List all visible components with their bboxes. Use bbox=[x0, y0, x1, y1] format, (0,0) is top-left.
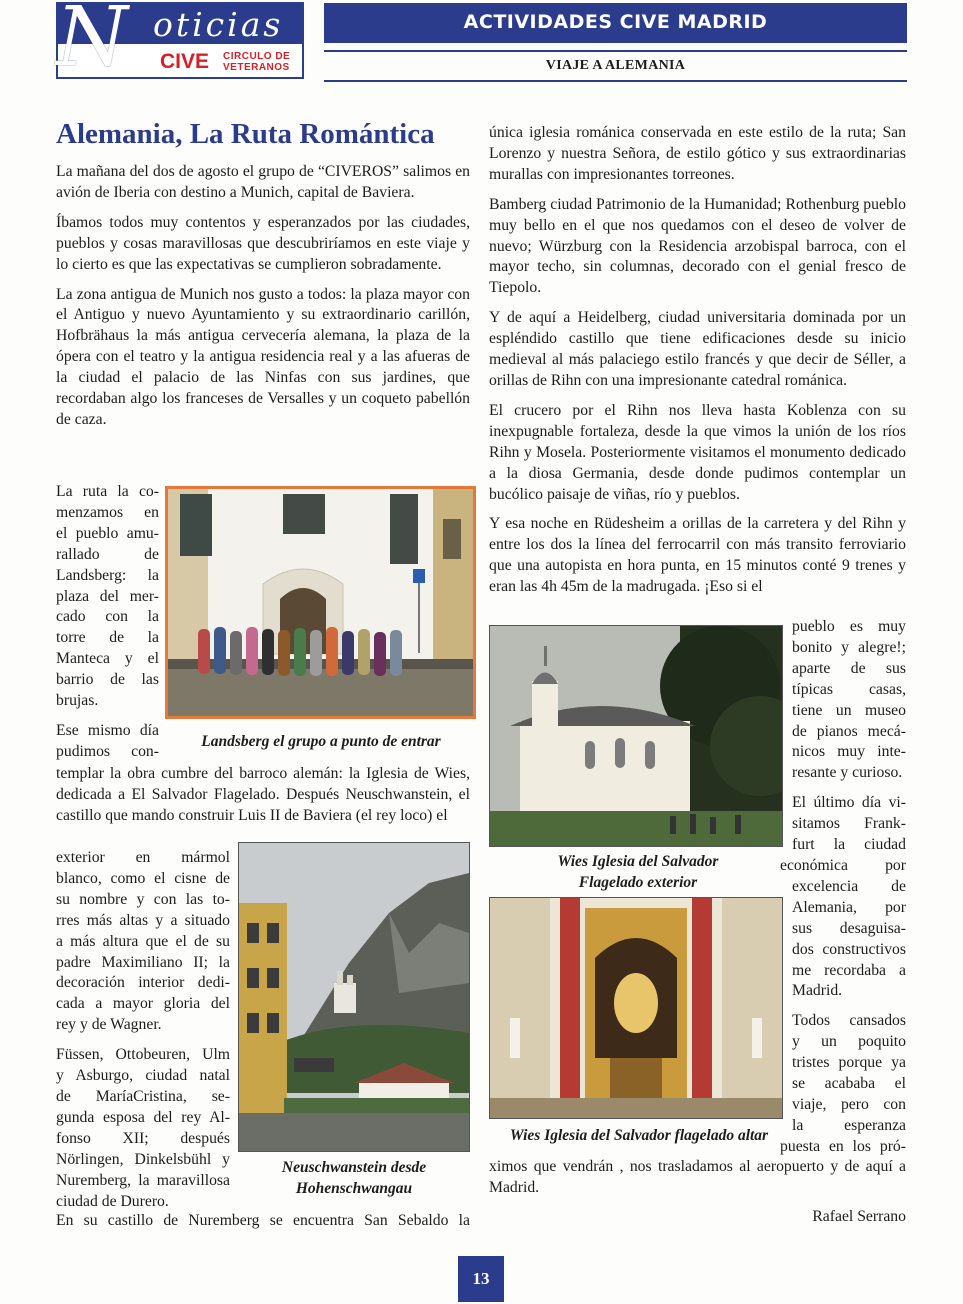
line: de MaríaCristina, se- bbox=[56, 1087, 230, 1105]
line: tiene un museo bbox=[792, 701, 906, 719]
photo-caption: Wies Iglesia del Salvador flagelado altar bbox=[509, 1127, 769, 1144]
photo-caption bbox=[262, 1157, 446, 1199]
wies-exterior-photo bbox=[489, 625, 783, 847]
line: Landsberg: la bbox=[56, 566, 159, 584]
paragraph: Íbamos todos muy contentos y esperanzados por las ciudades, pueblos y cosas maravillosas que descubriríamos en este viaje y lo cierto es que las expectativas se cumplieron sobradamente. bbox=[56, 213, 470, 273]
line: Nuremberg, la maravillosa bbox=[56, 1171, 230, 1189]
paragraph: Bamberg ciudad Patrimonio de la Humanidad; Rothenburg pueblo muy bello en el que nos quedamos con el deseo de volver de nuevo; Würzburg con la Residencia arzobispal barroca, con el mayor techo, sin columnas, decorado con el genial fresco de Tiepolo. bbox=[489, 195, 906, 297]
line: me recordaba a bbox=[792, 961, 906, 979]
line: su nombre y con las to- bbox=[56, 890, 230, 908]
line: aparte de sus bbox=[792, 659, 906, 677]
paragraph: La mañana del dos de agosto el grupo de “CIVEROS” salimos en avión de Iberia con destino a Munich, capital de Baviera. bbox=[56, 163, 470, 201]
logo-initial: N bbox=[56, 0, 128, 85]
divider bbox=[324, 80, 907, 82]
divider bbox=[324, 50, 907, 52]
line: cado con la bbox=[56, 608, 159, 626]
neuschwanstein-side-text bbox=[56, 848, 230, 1212]
page-number: 13 bbox=[458, 1256, 504, 1302]
line: padre Maximiliano II; la bbox=[56, 953, 230, 971]
left-column-continued bbox=[56, 764, 470, 827]
line: exterior en mármol bbox=[56, 849, 230, 866]
left-column bbox=[56, 162, 470, 431]
line: rallado de bbox=[56, 545, 159, 563]
line: menzamos en bbox=[56, 503, 159, 521]
line: barrio de las bbox=[56, 671, 159, 689]
line: tristes porque ya bbox=[792, 1054, 906, 1072]
logo-word: oticias bbox=[153, 5, 284, 44]
right-column-end bbox=[489, 1157, 906, 1199]
line: Manteca y el bbox=[56, 650, 159, 668]
line: sitamos Frank- bbox=[792, 815, 906, 833]
paragraph: templar la obra cumbre del barroco alemán: la Iglesia de Wies, dedicada a El Salvador Flagelado. Después Neuschwanstein, el castillo que mando construir Luis II de Baviera (el rey loco) el bbox=[56, 765, 470, 824]
neuschwanstein-castle-image bbox=[239, 843, 469, 1151]
line: excelencia de bbox=[792, 877, 906, 895]
line: pueblo es muy bbox=[792, 618, 906, 635]
section-subtitle: VIAJE A ALEMANIA bbox=[545, 58, 686, 73]
line: blanco, como el cisne de bbox=[56, 869, 230, 887]
line: brujas. bbox=[56, 692, 99, 710]
line: de pianos mecá- bbox=[792, 722, 906, 740]
wies-altar-photo bbox=[489, 897, 783, 1119]
paragraph: Y de aquí a Heidelberg, ciudad universitaria dominada por un espléndido castillo que tiene edificaciones desde su inicio medieval al más palaciego estilo francés y que decir de Séller, a orillas de Rihn con una impresionante catedral románica. bbox=[489, 309, 906, 389]
line: plaza del mer- bbox=[56, 587, 159, 605]
line: rey y de Wagner. bbox=[56, 1016, 162, 1034]
line: resante y curioso. bbox=[792, 764, 903, 782]
logo-cive: CIVE bbox=[160, 50, 210, 73]
line: bonito y alegre!; bbox=[792, 638, 906, 656]
paragraph: ximos que vendrán , nos trasladamos al aeropuerto y de aquí a Madrid. bbox=[489, 1158, 906, 1196]
wies-church-altar-image bbox=[490, 898, 782, 1118]
landsberg-church-image bbox=[168, 489, 473, 716]
line: Nörlingen, Dinkelsbühl y bbox=[56, 1150, 230, 1168]
line: el pueblo amu- bbox=[56, 524, 159, 542]
landsberg-side-text bbox=[56, 482, 159, 763]
section-title: ACTIVIDADES CIVE MADRID bbox=[463, 11, 768, 33]
line: ciudad de Durero. bbox=[56, 1192, 169, 1210]
left-column-last-line bbox=[56, 1211, 470, 1232]
wies-church-exterior-image bbox=[490, 626, 782, 846]
photo-caption bbox=[520, 851, 756, 893]
line: torre de la bbox=[56, 629, 159, 647]
line: sus desaguisa- bbox=[792, 919, 906, 937]
line: El último día vi- bbox=[792, 794, 906, 812]
line: típicas casas, bbox=[792, 680, 906, 698]
line: y Asburgo, ciudad natal bbox=[56, 1067, 230, 1085]
article-title: Alemania, La Ruta Romántica bbox=[56, 118, 435, 150]
paragraph: Y esa noche en Rüdesheim a orillas de la carretera y del Rihn y entre los dos la línea del ferrocarril con más transito ferroviario que una autopista en hora punta, en 15 minutos conté 9 trenes y eran las 4h 45m de la madrugada. ¡Eso si el bbox=[489, 515, 906, 596]
line: cada a mayor gloria del bbox=[56, 995, 230, 1013]
paragraph: única iglesia románica conservada en este estilo de la ruta; San Lorenzo y nuestra Señora, de estilo gótico y sus extraordinarias murallas con impresionantes torreones. bbox=[489, 124, 906, 183]
neuschwanstein-photo bbox=[238, 842, 470, 1152]
paragraph: El crucero por el Rihn nos lleva hasta Koblenza con su inexpugnable fortaleza, desde la que vimos la unión de los ríos Rihn y Mosela. Posteriormente visitamos el monumento dedicado a la diosa Germania, desde donde pudimos contemplar un bucólico paisaje de viñas, río y pueblos. bbox=[489, 401, 906, 503]
newsletter-logo bbox=[56, 0, 304, 85]
line: Madrid. bbox=[792, 982, 843, 1000]
line: pudimos con- bbox=[56, 742, 159, 760]
line: furt la ciudad bbox=[792, 836, 906, 854]
logo-subtitle-line1: CIRCULO DE bbox=[223, 51, 291, 62]
line: económica por bbox=[780, 856, 906, 874]
caption-line: Flagelado exterior bbox=[578, 874, 698, 891]
paragraph: En su castillo de Nuremberg se encuentra San Sebaldo la bbox=[56, 1212, 470, 1229]
caption-line: Wies Iglesia del Salvador bbox=[557, 853, 719, 870]
photo-caption: Landsberg el grupo a punto de entrar bbox=[201, 733, 441, 750]
line: rres más altas y a situado bbox=[56, 911, 230, 929]
line: decoración interior dedi- bbox=[56, 974, 230, 992]
right-column bbox=[489, 123, 906, 598]
line: nicos muy inte- bbox=[792, 743, 906, 761]
line: Ese mismo día bbox=[56, 721, 159, 739]
caption-line: Neuschwanstein desde bbox=[281, 1159, 427, 1176]
caption-line: Hohenschwangau bbox=[295, 1180, 413, 1197]
author-name: Rafael Serrano bbox=[812, 1208, 906, 1225]
line: viaje, pero con bbox=[792, 1095, 906, 1113]
landsberg-photo bbox=[165, 486, 476, 719]
line: gunda esposa del rey Al- bbox=[56, 1108, 230, 1126]
line: puesta en los pró- bbox=[780, 1137, 906, 1155]
line: La ruta la co- bbox=[56, 483, 159, 500]
logo-subtitle-line2: VETERANOS bbox=[223, 62, 290, 73]
line: se acababa el bbox=[792, 1075, 906, 1093]
line: Füssen, Ottobeuren, Ulm bbox=[56, 1046, 230, 1064]
paragraph: La zona antigua de Munich nos gusto a todos: la plaza mayor con el Antiguo y nuevo Ayuntamiento y su extraordinario carillón, Hofbrähaus la más antigua cervecería alemana, la plaza de la ópera con el teatro y la antigua residencia real y a las afueras de la ciudad el palacio de las Ninfas con sus jardines, que recordaban algo los franceses de Versalles y un coqueto pabellón de caza. bbox=[56, 285, 470, 428]
line: Todos cansados bbox=[792, 1012, 906, 1030]
wies-side-text bbox=[780, 617, 906, 1158]
line: a más altura que el de su bbox=[56, 932, 230, 950]
line: y un poquito bbox=[792, 1033, 906, 1051]
line: dos constructivos bbox=[792, 940, 906, 958]
line: la esperanza bbox=[792, 1116, 906, 1134]
line: fonso XII; después bbox=[56, 1129, 230, 1147]
line: Alemania, por bbox=[792, 898, 906, 916]
